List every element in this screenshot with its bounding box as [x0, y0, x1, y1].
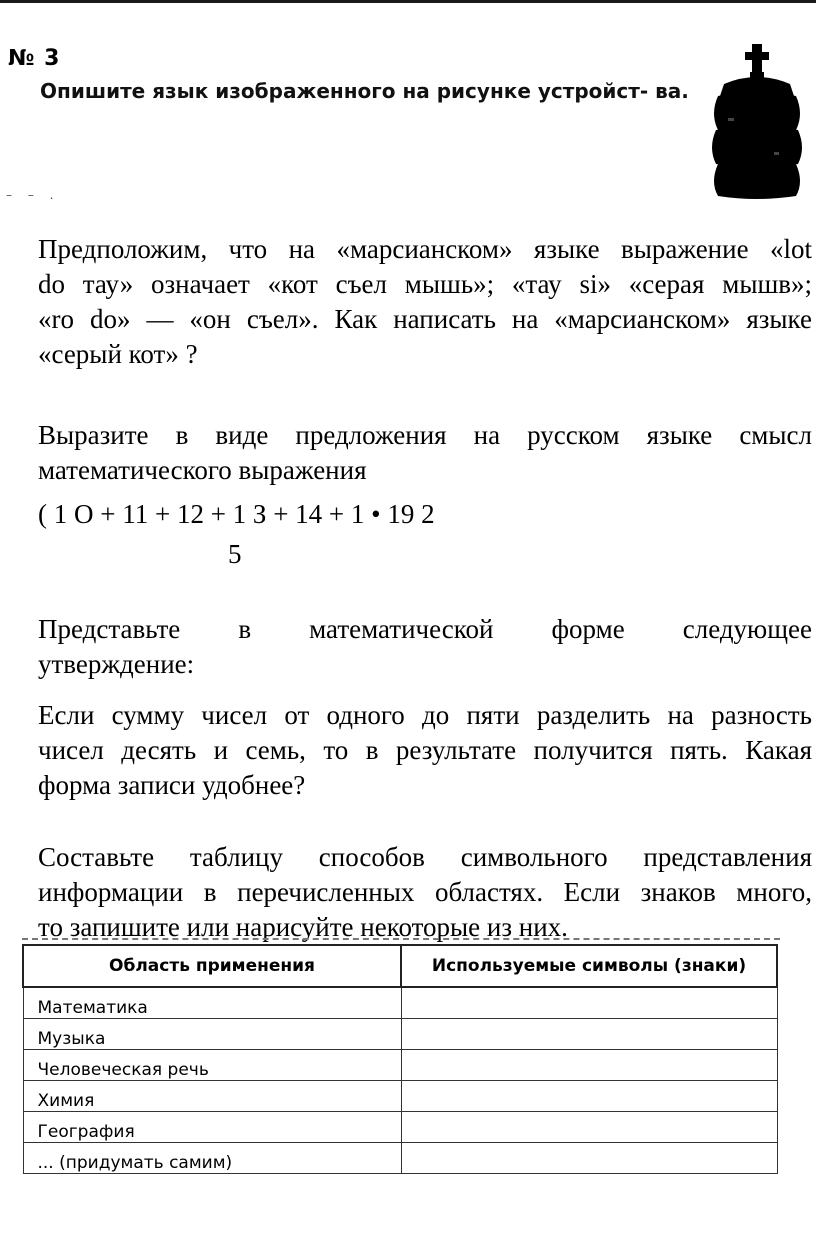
paragraph-line: то запишите или нарисуйте некоторые из них.: [38, 912, 568, 942]
paragraph-line: «ro do» — «он съел». Как написать на «марсианском» языке: [38, 304, 812, 334]
represent-paragraph: [38, 612, 812, 682]
paragraph-line: чисел десять и семь, то в результате получится пять. Какая: [38, 735, 812, 765]
scan-marks: – – .: [6, 188, 60, 202]
task-number: № 3: [8, 46, 61, 71]
paragraph-line: do тау» означает «кот съел мышь»; «тау si» «серая мышв»;: [38, 269, 812, 299]
symbols-cell[interactable]: [401, 1019, 777, 1050]
paragraph-line: информации в перечисленных областях. Если знаков много,: [38, 877, 812, 907]
symbols-cell[interactable]: [401, 1050, 777, 1081]
area-cell: Человеческая речь: [23, 1050, 401, 1081]
paragraph-line: «серый кот» ?: [38, 339, 198, 369]
formula-numerator: ( 1 О + 11 + 12 + 1 З + 14 + 1 • 19 2: [38, 499, 435, 529]
formula-denominator: 5: [228, 539, 242, 569]
area-cell: Музыка: [23, 1019, 401, 1050]
abacus-tower-icon: [712, 44, 802, 200]
table-row: [23, 1081, 777, 1112]
paragraph-line: Предположим, что на «марсианском» языке выражение «lot: [38, 234, 812, 264]
task-text: Опишите язык изображенного на рисунке устройст- ва.: [40, 79, 689, 103]
express-sentence-paragraph: [38, 418, 812, 488]
scan-dash-line: [22, 938, 780, 942]
paragraph-line: математического выражения: [38, 455, 367, 485]
area-cell: Химия: [23, 1081, 401, 1112]
symbols-cell[interactable]: [401, 987, 777, 1019]
symbols-cell[interactable]: [401, 1112, 777, 1143]
table-row: [23, 1019, 777, 1050]
table-row: [23, 1143, 777, 1174]
paragraph-line: Представьте в математической форме следующее: [38, 614, 812, 644]
header-symbols: Используемые символы (знаки): [401, 945, 777, 987]
table-row: [23, 987, 777, 1019]
area-cell: ... (придумать самим): [23, 1143, 401, 1174]
mars-language-paragraph: [38, 232, 812, 372]
area-cell: География: [23, 1112, 401, 1143]
table-row: [23, 1112, 777, 1143]
symbols-cell[interactable]: [401, 1081, 777, 1112]
table-task-paragraph: [38, 840, 812, 945]
paragraph-line: Выразите в виде предложения на русском языке смысл: [38, 420, 812, 450]
table-row: [23, 1050, 777, 1081]
area-cell: Математика: [23, 987, 401, 1019]
table-header-row: [23, 945, 777, 987]
top-rule: [0, 0, 816, 3]
symbols-table-wrap: [22, 944, 780, 1176]
paragraph-line: форма записи удобнее?: [38, 770, 306, 800]
symbols-table: [22, 944, 778, 1174]
symbols-cell[interactable]: [401, 1143, 777, 1174]
header-area: Область применения: [23, 945, 401, 987]
statement-paragraph: [38, 698, 812, 803]
paragraph-line: Составьте таблицу способов символьного представления: [38, 842, 812, 872]
paragraph-line: Если сумму чисел от одного до пяти разделить на разность: [38, 700, 812, 730]
paragraph-line: утверждение:: [38, 649, 195, 679]
